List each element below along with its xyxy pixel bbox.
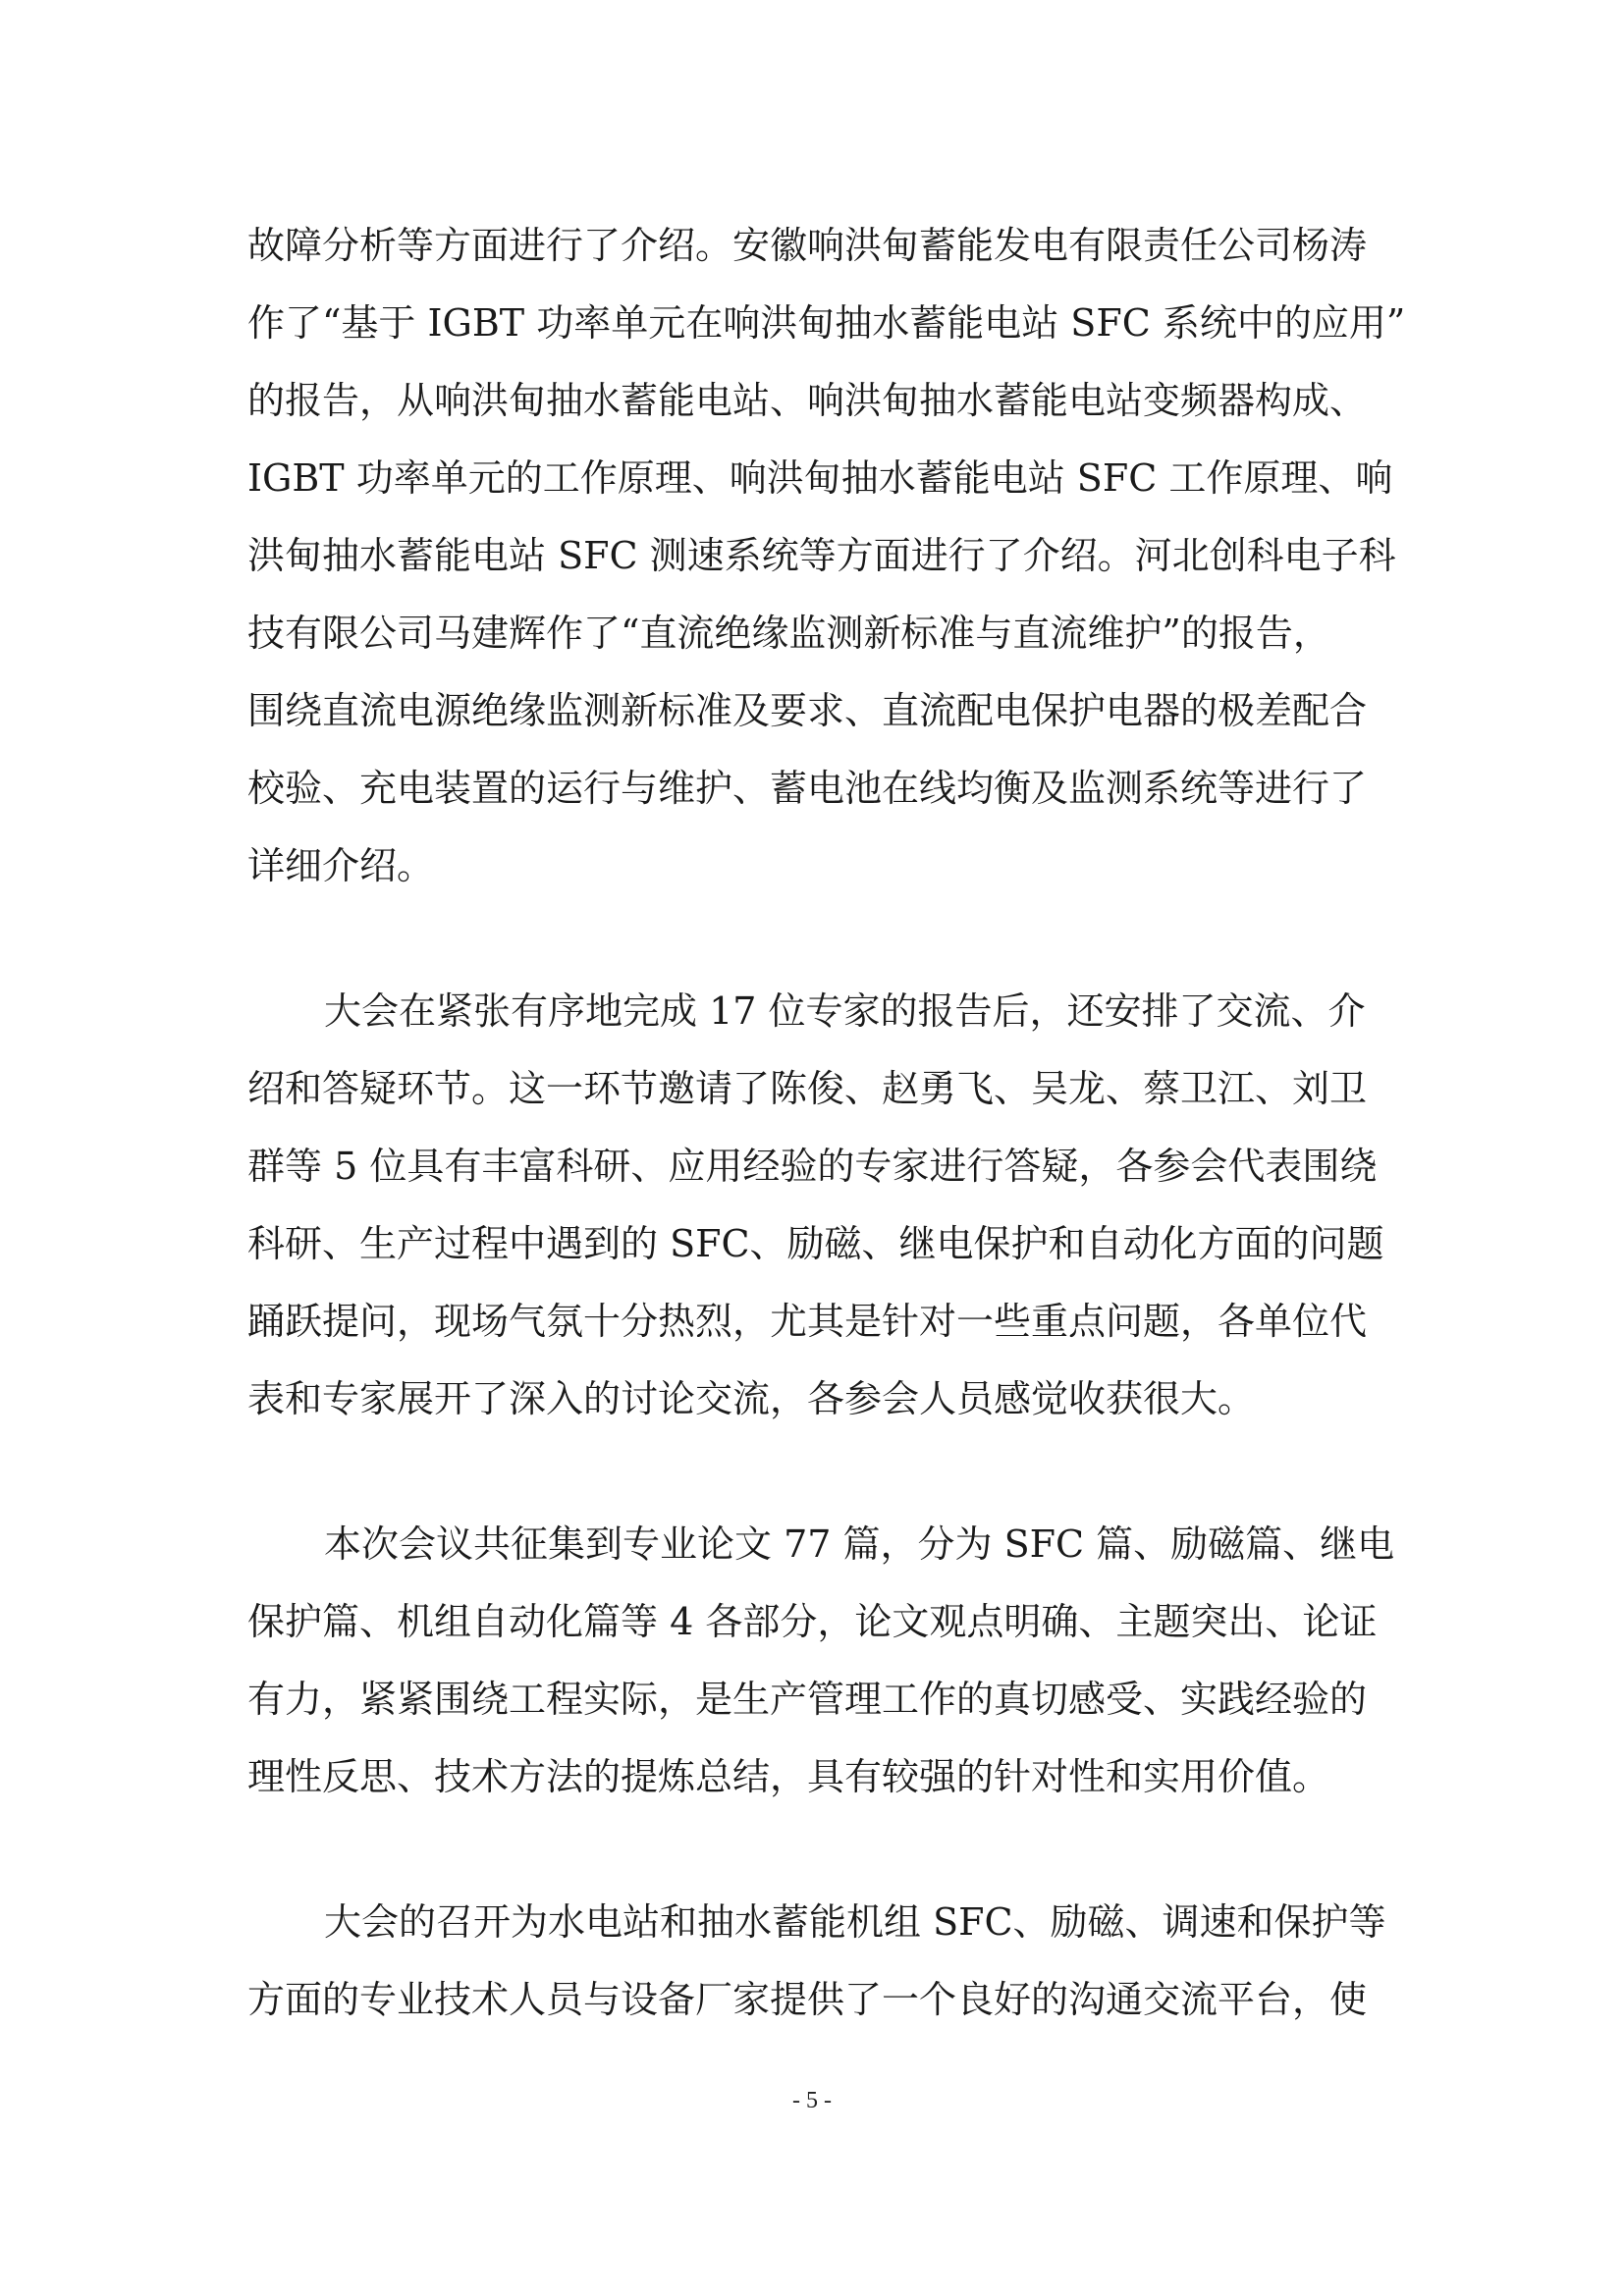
paragraph-1-line-7: 围绕直流电源绝缘监测新标准及要求、直流配电保护电器的极差配合 <box>247 689 1368 732</box>
paragraph-4-line-2: 方面的专业技术人员与设备厂家提供了一个良好的沟通交流平台，使 <box>247 1978 1368 2021</box>
paragraph-2-line-6: 表和专家展开了深入的讨论交流，各参会人员感觉收获很大。 <box>247 1377 1256 1420</box>
paragraph-2-line-1: 大会在紧张有序地完成 17 位专家的报告后，还安排了交流、介 <box>324 989 1366 1033</box>
paragraph-4-line-1: 大会的召开为水电站和抽水蓄能机组 SFC、励磁、调速和保护等 <box>324 1900 1386 1944</box>
paragraph-3-line-3: 有力，紧紧围绕工程实际，是生产管理工作的真切感受、实践经验的 <box>247 1678 1368 1721</box>
paragraph-1-line-2: 作了“基于 IGBT 功率单元在响洪甸抽水蓄能电站 SFC 系统中的应用” <box>247 301 1406 345</box>
paragraph-1-line-4: IGBT 功率单元的工作原理、响洪甸抽水蓄能电站 SFC 工作原理、响 <box>247 456 1393 500</box>
paragraph-1-line-5: 洪甸抽水蓄能电站 SFC 测速系统等方面进行了介绍。河北创科电子科 <box>247 534 1396 577</box>
paragraph-1-line-8: 校验、充电装置的运行与维护、蓄电池在线均衡及监测系统等进行了 <box>247 767 1368 810</box>
paragraph-2-line-2: 绍和答疑环节。这一环节邀请了陈俊、赵勇飞、吴龙、蔡卫江、刘卫 <box>247 1067 1368 1110</box>
paragraph-3-line-2: 保护篇、机组自动化篇等 4 各部分，论文观点明确、主题突出、论证 <box>247 1600 1378 1643</box>
paragraph-1-line-1: 故障分析等方面进行了介绍。安徽响洪甸蓄能发电有限责任公司杨涛 <box>247 224 1368 267</box>
paragraph-1-line-9: 详细介绍。 <box>247 844 435 887</box>
paragraph-3-line-4: 理性反思、技术方法的提炼总结，具有较强的针对性和实用价值。 <box>247 1755 1330 1798</box>
paragraph-2-line-4: 科研、生产过程中遇到的 SFC、励磁、继电保护和自动化方面的问题 <box>247 1222 1384 1265</box>
paragraph-2-line-5: 踊跃提问，现场气氛十分热烈，尤其是针对一些重点问题，各单位代 <box>247 1300 1368 1343</box>
paragraph-1-line-6: 技有限公司马建辉作了“直流绝缘监测新标准与直流维护”的报告， <box>247 612 1330 655</box>
paragraph-2-line-3: 群等 5 位具有丰富科研、应用经验的专家进行答疑，各参会代表围绕 <box>247 1145 1378 1188</box>
paragraph-1-line-3: 的报告，从响洪甸抽水蓄能电站、响洪甸抽水蓄能电站变频器构成、 <box>247 379 1368 422</box>
page-number: - 5 - <box>792 2088 832 2113</box>
paragraph-3-line-1: 本次会议共征集到专业论文 77 篇，分为 SFC 篇、励磁篇、继电 <box>324 1522 1395 1566</box>
